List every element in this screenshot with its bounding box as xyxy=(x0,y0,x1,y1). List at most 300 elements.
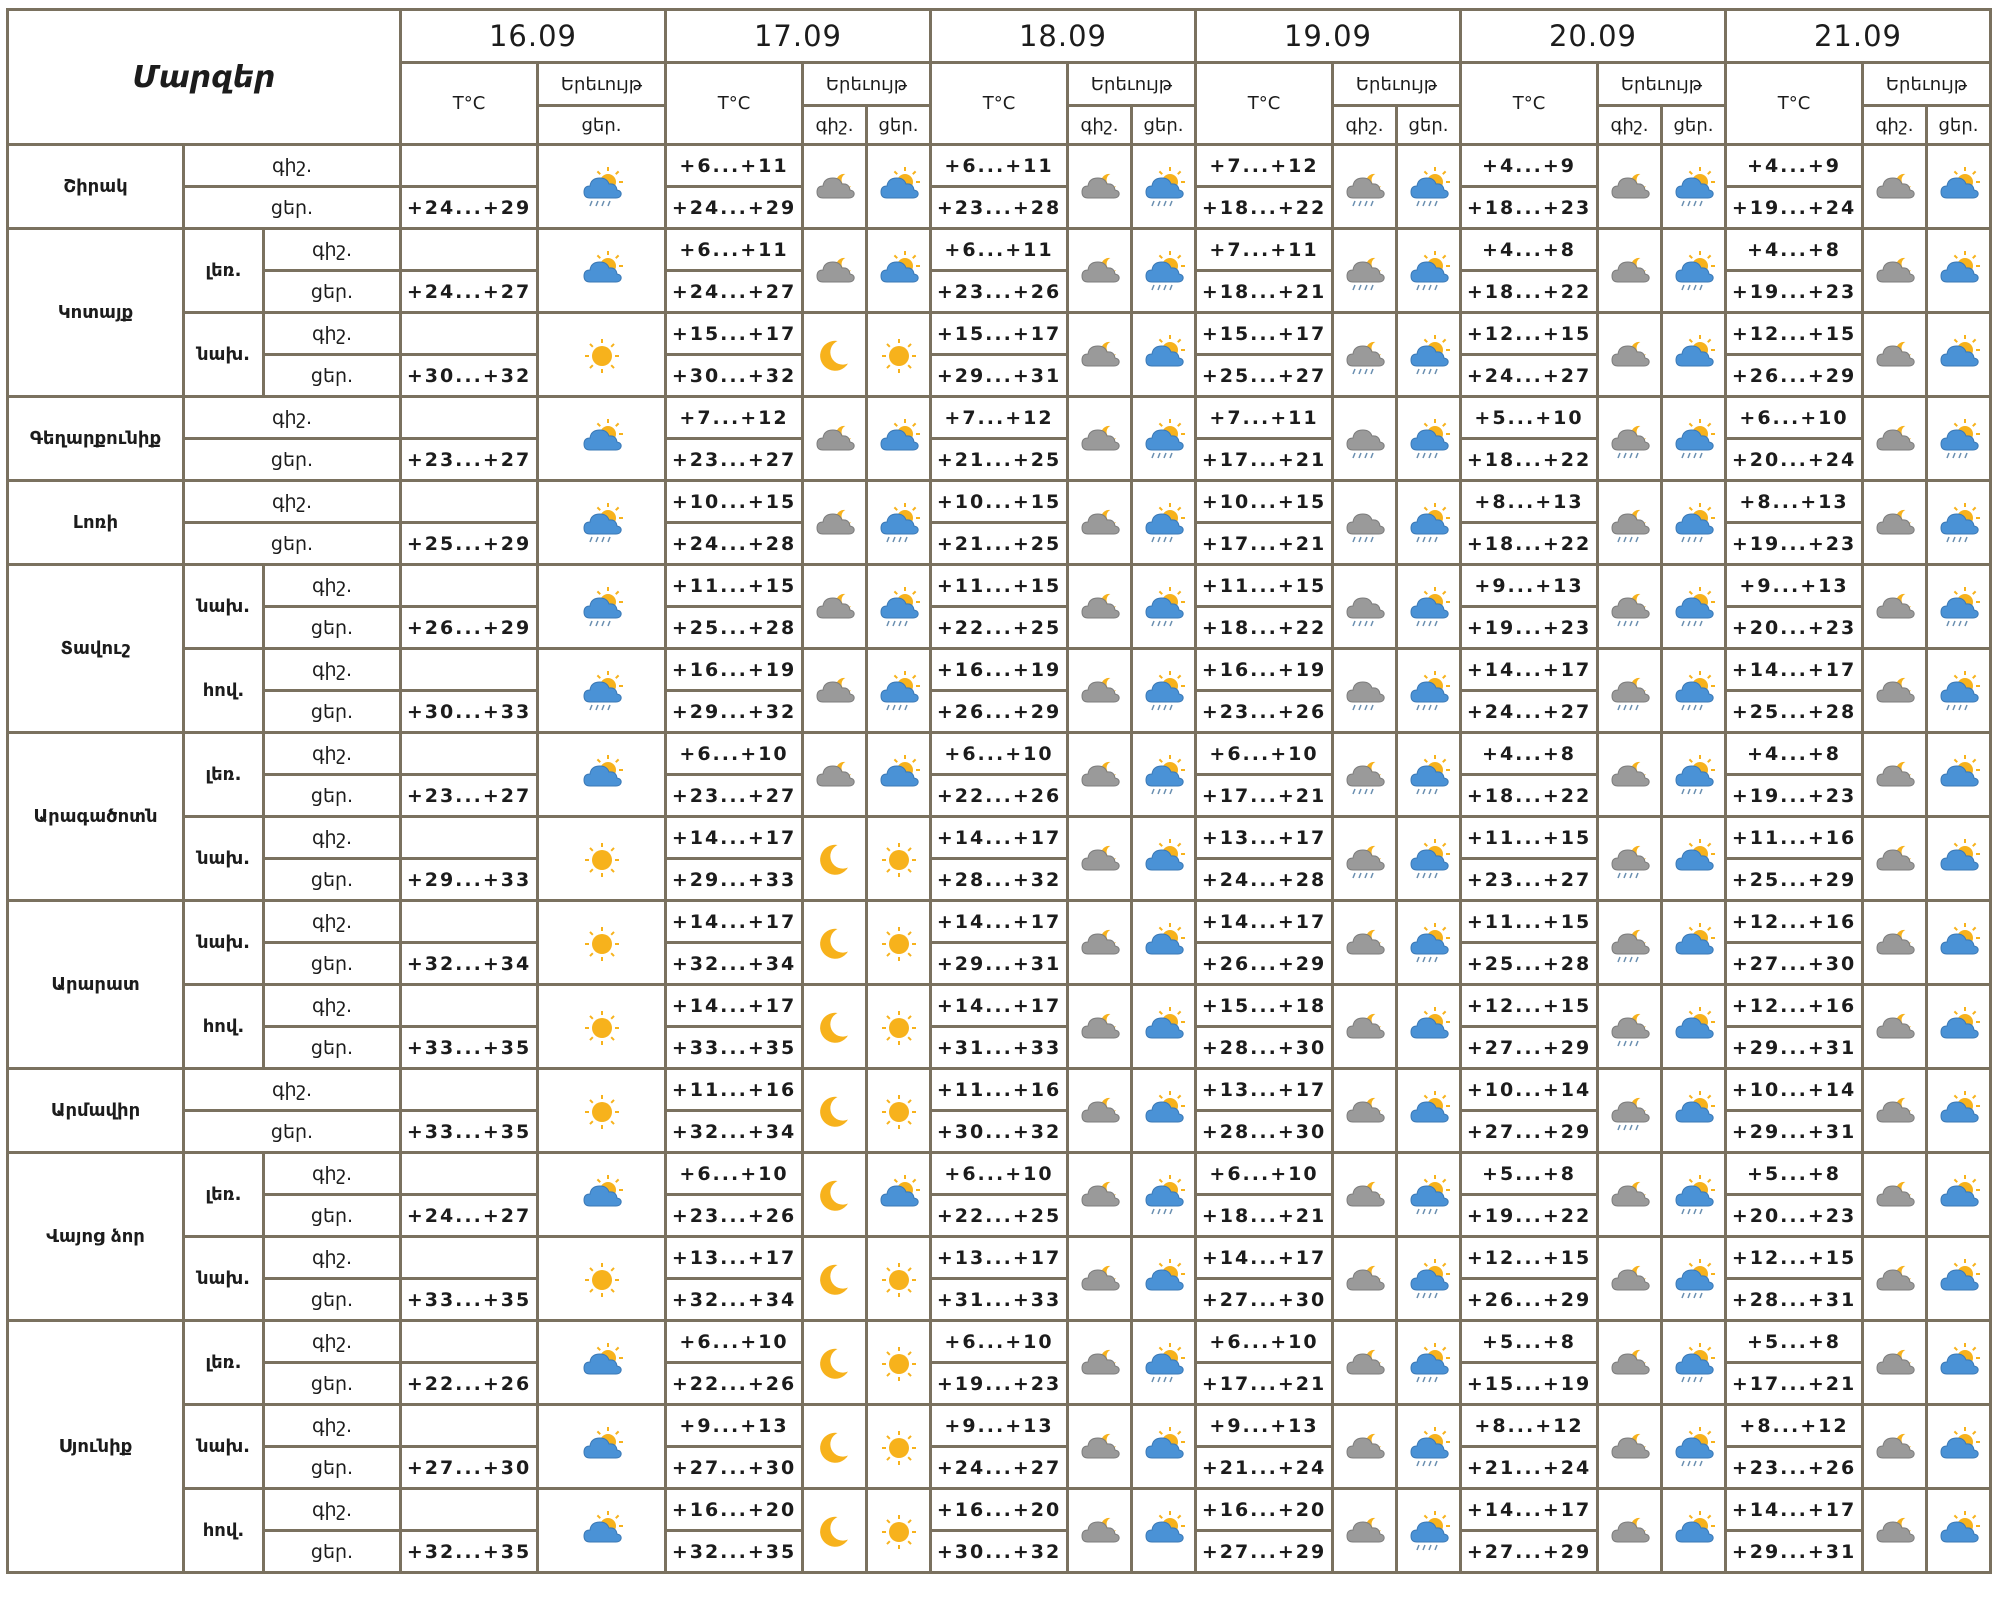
cloud-moon-icon xyxy=(1598,733,1662,817)
cloud-sun-icon xyxy=(1927,733,1991,817)
night-temp: +16...+20 xyxy=(666,1489,803,1531)
night-temp: +12...+15 xyxy=(1461,985,1598,1027)
cloud-moon-icon xyxy=(1863,565,1927,649)
day-temp: +17...+21 xyxy=(1196,775,1333,817)
cloud-moon-icon xyxy=(1068,649,1132,733)
region-name: Շիրակ xyxy=(8,145,184,229)
cloud-moon-icon xyxy=(1863,313,1927,397)
cloud-moon-icon xyxy=(1863,1405,1927,1489)
cloud-sun-icon xyxy=(538,1489,666,1573)
cloud-sun-rain-icon xyxy=(1397,1489,1461,1573)
cloud-sun-icon xyxy=(867,397,931,481)
night-temp: +6...+10 xyxy=(666,1153,803,1195)
table-row xyxy=(8,565,1991,607)
cloud-sun-icon xyxy=(538,229,666,313)
night-label: գիշ. xyxy=(264,1153,401,1195)
day-temp: +29...+31 xyxy=(931,355,1068,397)
moon-icon xyxy=(803,1321,867,1405)
cloud-moon-icon xyxy=(1863,229,1927,313)
day-temp: +33...+35 xyxy=(401,1279,538,1321)
night-temp: +13...+17 xyxy=(666,1237,803,1279)
day-temp: +19...+23 xyxy=(1726,775,1863,817)
weather-header: Երեւույթ xyxy=(1863,63,1991,106)
cloud-moon-icon xyxy=(1863,649,1927,733)
day-temp: +32...+34 xyxy=(401,943,538,985)
cloud-sun-icon xyxy=(1132,1405,1196,1489)
sun-icon xyxy=(538,1237,666,1321)
day-temp: +33...+35 xyxy=(666,1027,803,1069)
cloud-moon-icon xyxy=(1068,985,1132,1069)
region-name: Արմավիր xyxy=(8,1069,184,1153)
subregion-name: հով. xyxy=(184,985,264,1069)
date-header: 18.09 xyxy=(931,10,1196,63)
cloud-sun-rain-icon xyxy=(538,481,666,565)
day-temp: +24...+29 xyxy=(666,187,803,229)
day-temp: +22...+25 xyxy=(931,607,1068,649)
night-temp: +11...+15 xyxy=(1461,817,1598,859)
night-temp: +6...+11 xyxy=(666,229,803,271)
cloud-moon-icon xyxy=(1333,1489,1397,1573)
cloud-moon-icon xyxy=(1333,1153,1397,1237)
region-name: Արարատ xyxy=(8,901,184,1069)
cloud-rain-icon xyxy=(1333,481,1397,565)
night-temp: +6...+10 xyxy=(666,733,803,775)
temp-header: T°C xyxy=(1196,63,1333,145)
cloud-moon-icon xyxy=(1068,1069,1132,1153)
cloud-moon-icon xyxy=(1068,1489,1132,1573)
cloud-moon-icon xyxy=(1863,481,1927,565)
night-label: գիշ. xyxy=(264,985,401,1027)
night-temp: +5...+10 xyxy=(1461,397,1598,439)
day-temp: +21...+24 xyxy=(1461,1447,1598,1489)
cloud-sun-rain-icon xyxy=(1662,1405,1726,1489)
day-temp: +18...+22 xyxy=(1461,439,1598,481)
weather-header: Երեւույթ xyxy=(1598,63,1726,106)
night-temp: +14...+17 xyxy=(666,985,803,1027)
night-temp: +13...+17 xyxy=(1196,1069,1333,1111)
table-row xyxy=(8,1069,1991,1111)
cloud-sun-icon xyxy=(1132,1489,1196,1573)
cloud-sun-rain-icon xyxy=(1132,229,1196,313)
day-temp: +17...+21 xyxy=(1196,523,1333,565)
night-temp xyxy=(401,229,538,271)
cloud-sun-icon xyxy=(1132,313,1196,397)
night-temp: +4...+8 xyxy=(1461,733,1598,775)
day-temp: +28...+32 xyxy=(931,859,1068,901)
cloud-moon-icon xyxy=(1068,733,1132,817)
cloud-moon-icon xyxy=(1598,145,1662,229)
cloud-moon-icon xyxy=(1068,901,1132,985)
night-temp: +4...+9 xyxy=(1461,145,1598,187)
day-temp: +28...+30 xyxy=(1196,1111,1333,1153)
cloud-moon-icon xyxy=(1863,733,1927,817)
cloud-moon-rain-icon xyxy=(1333,229,1397,313)
cloud-sun-icon xyxy=(538,1405,666,1489)
cloud-sun-rain-icon xyxy=(1132,481,1196,565)
region-name: Սյունիք xyxy=(8,1321,184,1573)
day-temp: +26...+29 xyxy=(931,691,1068,733)
cloud-sun-rain-icon xyxy=(1132,145,1196,229)
day-temp: +18...+22 xyxy=(1196,607,1333,649)
table-row xyxy=(8,985,1991,1027)
night-label: գիշ. xyxy=(264,1237,401,1279)
day-header: ցեր. xyxy=(1397,106,1461,145)
region-name: Տավուշ xyxy=(8,565,184,733)
cloud-sun-rain-icon xyxy=(1662,649,1726,733)
night-temp: +12...+16 xyxy=(1726,985,1863,1027)
day-label: ցեր. xyxy=(264,271,401,313)
day-temp: +32...+34 xyxy=(666,1279,803,1321)
day-temp: +32...+34 xyxy=(666,1111,803,1153)
day-temp: +24...+29 xyxy=(401,187,538,229)
day-temp: +32...+35 xyxy=(401,1531,538,1573)
day-temp: +23...+26 xyxy=(666,1195,803,1237)
cloud-moon-rain-icon xyxy=(1598,901,1662,985)
night-temp xyxy=(401,817,538,859)
night-temp: +5...+8 xyxy=(1461,1321,1598,1363)
table-row xyxy=(8,817,1991,859)
day-temp: +24...+27 xyxy=(1461,691,1598,733)
table-row xyxy=(8,733,1991,775)
table-row xyxy=(8,1321,1991,1363)
cloud-sun-icon xyxy=(538,1153,666,1237)
night-temp xyxy=(401,481,538,523)
cloud-sun-rain-icon xyxy=(1397,313,1461,397)
cloud-sun-rain-icon xyxy=(1397,1321,1461,1405)
night-temp xyxy=(401,1153,538,1195)
day-label: ցեր. xyxy=(264,1531,401,1573)
day-temp: +29...+32 xyxy=(666,691,803,733)
day-label: ցեր. xyxy=(184,439,401,481)
night-header: գիշ. xyxy=(1863,106,1927,145)
day-temp: +24...+27 xyxy=(401,1195,538,1237)
night-temp: +12...+16 xyxy=(1726,901,1863,943)
day-temp: +23...+28 xyxy=(931,187,1068,229)
day-temp: +27...+30 xyxy=(666,1447,803,1489)
night-temp: +11...+15 xyxy=(666,565,803,607)
night-temp: +11...+15 xyxy=(931,565,1068,607)
sun-icon xyxy=(867,1489,931,1573)
night-label: գիշ. xyxy=(264,313,401,355)
cloud-moon-icon xyxy=(803,565,867,649)
night-temp: +14...+17 xyxy=(931,817,1068,859)
regions-header: Մարզեր xyxy=(8,10,401,145)
day-temp: +21...+25 xyxy=(931,439,1068,481)
night-temp xyxy=(401,1321,538,1363)
table-row xyxy=(8,397,1991,439)
night-temp: +5...+8 xyxy=(1726,1153,1863,1195)
day-temp: +23...+27 xyxy=(401,775,538,817)
cloud-sun-rain-icon xyxy=(1397,733,1461,817)
day-label: ցեր. xyxy=(184,187,401,229)
day-temp: +18...+22 xyxy=(1196,187,1333,229)
cloud-sun-rain-icon xyxy=(1397,145,1461,229)
subregion-name: նախ. xyxy=(184,1405,264,1489)
cloud-sun-rain-icon xyxy=(1662,229,1726,313)
day-temp: +19...+23 xyxy=(1726,271,1863,313)
cloud-moon-rain-icon xyxy=(1598,649,1662,733)
day-temp: +29...+33 xyxy=(401,859,538,901)
cloud-sun-icon xyxy=(1662,985,1726,1069)
day-temp: +26...+29 xyxy=(1461,1279,1598,1321)
cloud-sun-icon xyxy=(1927,229,1991,313)
night-temp: +7...+11 xyxy=(1196,229,1333,271)
night-temp: +11...+15 xyxy=(1461,901,1598,943)
day-temp: +23...+27 xyxy=(1461,859,1598,901)
night-temp: +6...+10 xyxy=(931,1153,1068,1195)
day-label: ցեր. xyxy=(264,1447,401,1489)
table-row xyxy=(8,145,1991,187)
day-label: ցեր. xyxy=(264,691,401,733)
night-temp xyxy=(401,145,538,187)
weather-header: Երեւույթ xyxy=(1333,63,1461,106)
cloud-sun-rain-icon xyxy=(1397,481,1461,565)
day-temp: +23...+27 xyxy=(666,775,803,817)
day-temp: +24...+27 xyxy=(931,1447,1068,1489)
cloud-moon-rain-icon xyxy=(1598,817,1662,901)
night-temp: +14...+17 xyxy=(1726,649,1863,691)
night-temp xyxy=(401,985,538,1027)
night-temp: +9...+13 xyxy=(1461,565,1598,607)
night-temp: +6...+10 xyxy=(666,1321,803,1363)
night-temp: +12...+15 xyxy=(1461,1237,1598,1279)
night-label: գիշ. xyxy=(184,481,401,523)
day-temp: +23...+26 xyxy=(1196,691,1333,733)
moon-icon xyxy=(803,1237,867,1321)
night-temp: +15...+18 xyxy=(1196,985,1333,1027)
cloud-moon-rain-icon xyxy=(1598,565,1662,649)
day-temp: +18...+22 xyxy=(1461,523,1598,565)
night-temp: +14...+17 xyxy=(1726,1489,1863,1531)
cloud-sun-rain-icon xyxy=(538,145,666,229)
cloud-moon-rain-icon xyxy=(1598,481,1662,565)
day-header: ցեր. xyxy=(1132,106,1196,145)
cloud-sun-icon xyxy=(1662,1069,1726,1153)
night-temp: +10...+15 xyxy=(666,481,803,523)
night-temp: +14...+17 xyxy=(1196,1237,1333,1279)
cloud-moon-icon xyxy=(803,649,867,733)
night-temp xyxy=(401,1069,538,1111)
cloud-moon-rain-icon xyxy=(1598,985,1662,1069)
subregion-name: լեռ. xyxy=(184,733,264,817)
cloud-sun-icon xyxy=(867,145,931,229)
subregion-name: լեռ. xyxy=(184,1321,264,1405)
day-header: ցեր. xyxy=(1927,106,1991,145)
day-temp: +18...+22 xyxy=(1461,775,1598,817)
night-temp: +4...+8 xyxy=(1461,229,1598,271)
cloud-moon-icon xyxy=(1863,985,1927,1069)
cloud-sun-rain-icon xyxy=(1397,901,1461,985)
cloud-sun-rain-icon xyxy=(538,649,666,733)
night-temp: +6...+10 xyxy=(1196,733,1333,775)
subregion-name: նախ. xyxy=(184,901,264,985)
day-temp: +18...+23 xyxy=(1461,187,1598,229)
date-header: 16.09 xyxy=(401,10,666,63)
night-label: գիշ. xyxy=(264,565,401,607)
day-temp: +19...+22 xyxy=(1461,1195,1598,1237)
moon-icon xyxy=(803,1069,867,1153)
cloud-sun-rain-icon xyxy=(1397,1237,1461,1321)
cloud-sun-icon xyxy=(1662,1489,1726,1573)
day-temp: +31...+33 xyxy=(931,1279,1068,1321)
day-temp: +19...+23 xyxy=(1726,523,1863,565)
date-header: 20.09 xyxy=(1461,10,1726,63)
day-temp: +17...+21 xyxy=(1726,1363,1863,1405)
temp-header: T°C xyxy=(931,63,1068,145)
moon-icon xyxy=(803,985,867,1069)
cloud-moon-icon xyxy=(803,145,867,229)
night-temp xyxy=(401,901,538,943)
night-temp: +15...+17 xyxy=(1196,313,1333,355)
cloud-sun-icon xyxy=(1132,1237,1196,1321)
cloud-sun-rain-icon xyxy=(1662,1237,1726,1321)
day-label: ցեր. xyxy=(184,523,401,565)
night-temp: +15...+17 xyxy=(666,313,803,355)
night-temp: +14...+17 xyxy=(1196,901,1333,943)
day-temp: +27...+30 xyxy=(401,1447,538,1489)
night-temp: +6...+10 xyxy=(1726,397,1863,439)
night-temp: +12...+15 xyxy=(1726,1237,1863,1279)
day-temp: +19...+24 xyxy=(1726,187,1863,229)
table-row xyxy=(8,1237,1991,1279)
day-temp: +15...+19 xyxy=(1461,1363,1598,1405)
night-temp: +13...+17 xyxy=(1196,817,1333,859)
night-temp: +7...+12 xyxy=(931,397,1068,439)
night-temp: +14...+17 xyxy=(666,901,803,943)
night-temp: +16...+20 xyxy=(931,1489,1068,1531)
table-row xyxy=(8,1405,1991,1447)
cloud-sun-icon xyxy=(1662,901,1726,985)
day-label: ցեր. xyxy=(264,943,401,985)
cloud-sun-icon xyxy=(867,733,931,817)
day-temp: +23...+26 xyxy=(1726,1447,1863,1489)
day-temp: +29...+31 xyxy=(931,943,1068,985)
cloud-sun-rain-icon xyxy=(1397,229,1461,313)
cloud-moon-icon xyxy=(1333,1321,1397,1405)
night-temp: +4...+9 xyxy=(1726,145,1863,187)
cloud-moon-icon xyxy=(1863,1069,1927,1153)
day-temp: +18...+21 xyxy=(1196,1195,1333,1237)
day-temp: +25...+28 xyxy=(1726,691,1863,733)
night-temp xyxy=(401,733,538,775)
cloud-sun-icon xyxy=(1397,985,1461,1069)
night-label: գիշ. xyxy=(264,901,401,943)
sun-icon xyxy=(867,985,931,1069)
day-temp: +18...+21 xyxy=(1196,271,1333,313)
table-row xyxy=(8,481,1991,523)
night-temp xyxy=(401,1489,538,1531)
day-temp: +25...+28 xyxy=(1461,943,1598,985)
cloud-sun-icon xyxy=(867,229,931,313)
night-temp: +14...+17 xyxy=(931,985,1068,1027)
cloud-sun-icon xyxy=(1132,817,1196,901)
night-temp: +4...+8 xyxy=(1726,733,1863,775)
day-temp: +25...+29 xyxy=(401,523,538,565)
day-temp: +27...+30 xyxy=(1726,943,1863,985)
moon-icon xyxy=(803,901,867,985)
day-temp: +27...+29 xyxy=(1461,1531,1598,1573)
night-temp: +9...+13 xyxy=(1726,565,1863,607)
day-temp: +27...+30 xyxy=(1196,1279,1333,1321)
day-temp: +33...+35 xyxy=(401,1111,538,1153)
forecast-table-wrapper xyxy=(6,8,1992,1574)
cloud-sun-rain-icon xyxy=(1927,565,1991,649)
cloud-moon-icon xyxy=(1068,145,1132,229)
cloud-sun-icon xyxy=(1927,1489,1991,1573)
day-temp: +24...+27 xyxy=(666,271,803,313)
day-temp: +17...+21 xyxy=(1196,439,1333,481)
cloud-moon-icon xyxy=(1598,1237,1662,1321)
cloud-moon-rain-icon xyxy=(1598,397,1662,481)
day-label: ցեր. xyxy=(264,859,401,901)
cloud-rain-icon xyxy=(1333,565,1397,649)
cloud-sun-rain-icon xyxy=(1927,649,1991,733)
moon-icon xyxy=(803,313,867,397)
day-temp: +21...+25 xyxy=(931,523,1068,565)
cloud-sun-icon xyxy=(1927,1237,1991,1321)
day-temp: +29...+31 xyxy=(1726,1027,1863,1069)
night-temp xyxy=(401,1237,538,1279)
night-temp: +7...+11 xyxy=(1196,397,1333,439)
night-header: գիշ. xyxy=(1598,106,1662,145)
night-temp xyxy=(401,1405,538,1447)
night-temp: +4...+8 xyxy=(1726,229,1863,271)
cloud-sun-icon xyxy=(1132,901,1196,985)
day-label: ցեր. xyxy=(264,775,401,817)
night-label: գիշ. xyxy=(184,397,401,439)
day-label: ցեր. xyxy=(184,1111,401,1153)
day-temp: +24...+28 xyxy=(1196,859,1333,901)
day-temp: +22...+26 xyxy=(931,775,1068,817)
day-temp: +29...+31 xyxy=(1726,1531,1863,1573)
night-temp: +9...+13 xyxy=(666,1405,803,1447)
cloud-moon-icon xyxy=(1863,817,1927,901)
cloud-moon-icon xyxy=(1333,1405,1397,1489)
night-temp: +16...+19 xyxy=(666,649,803,691)
day-temp: +22...+25 xyxy=(931,1195,1068,1237)
temp-header: T°C xyxy=(1726,63,1863,145)
cloud-sun-rain-icon xyxy=(1132,565,1196,649)
day-temp: +28...+31 xyxy=(1726,1279,1863,1321)
table-row xyxy=(8,229,1991,271)
night-temp xyxy=(401,397,538,439)
cloud-sun-rain-icon xyxy=(538,565,666,649)
cloud-moon-icon xyxy=(1068,1237,1132,1321)
cloud-moon-icon xyxy=(1863,145,1927,229)
cloud-sun-rain-icon xyxy=(1397,649,1461,733)
cloud-sun-icon xyxy=(1927,1405,1991,1489)
weather-header: Երեւույթ xyxy=(1068,63,1196,106)
night-temp: +10...+15 xyxy=(1196,481,1333,523)
sun-icon xyxy=(538,1069,666,1153)
day-temp: +19...+23 xyxy=(1461,607,1598,649)
sun-icon xyxy=(867,1321,931,1405)
day-temp: +32...+34 xyxy=(666,943,803,985)
day-temp: +31...+33 xyxy=(931,1027,1068,1069)
day-label: ցեր. xyxy=(264,1363,401,1405)
moon-icon xyxy=(803,817,867,901)
cloud-moon-icon xyxy=(1333,985,1397,1069)
night-temp: +7...+12 xyxy=(666,397,803,439)
day-temp: +27...+29 xyxy=(1461,1111,1598,1153)
cloud-sun-rain-icon xyxy=(1927,397,1991,481)
day-temp: +28...+30 xyxy=(1196,1027,1333,1069)
cloud-sun-icon xyxy=(538,1321,666,1405)
night-label: գիշ. xyxy=(264,1405,401,1447)
cloud-sun-icon xyxy=(1662,817,1726,901)
cloud-moon-icon xyxy=(1333,901,1397,985)
sun-icon xyxy=(867,901,931,985)
